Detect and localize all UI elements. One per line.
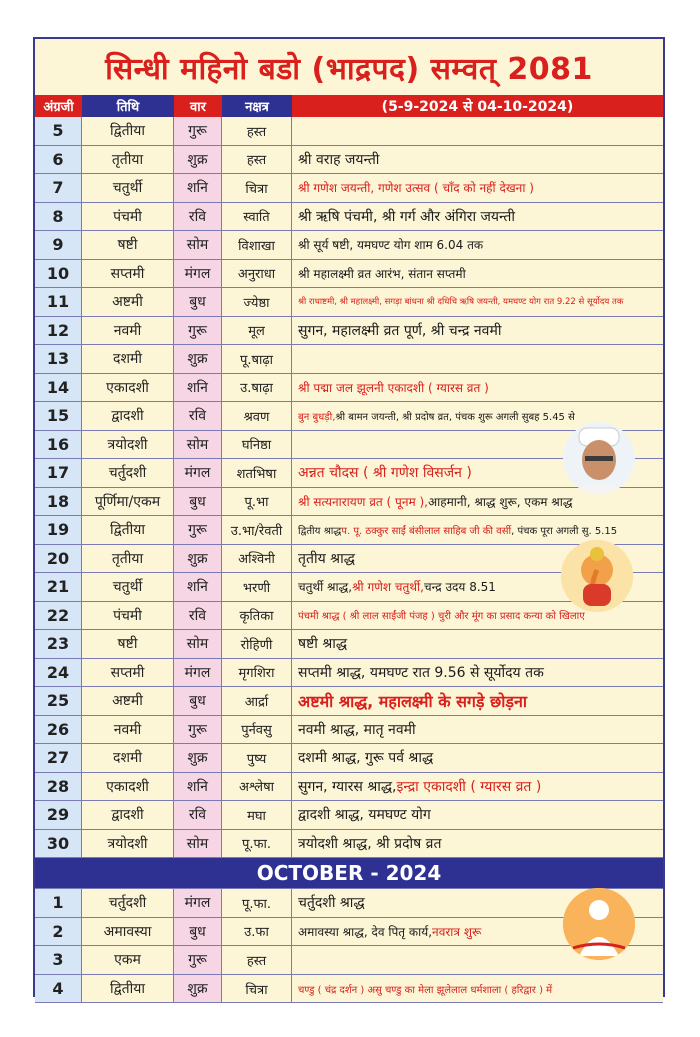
tithi-cell: द्वितीया [82, 975, 174, 1003]
event-text: श्री गणेश चतुर्थी, [352, 580, 424, 595]
var-cell: गुरू [174, 516, 222, 544]
date-cell: 23 [35, 630, 82, 658]
nakshatra-cell: श्रवण [222, 402, 292, 430]
event-cell [292, 801, 663, 829]
nakshatra-cell: हस्त [222, 117, 292, 145]
nakshatra-cell: अनुराधा [222, 260, 292, 288]
event-text: षष्टी श्राद्ध [298, 636, 348, 653]
date-cell: 17 [35, 459, 82, 487]
tithi-cell: पंचमी [82, 203, 174, 231]
tithi-cell: चर्तुदशी [82, 459, 174, 487]
table-row [35, 146, 663, 175]
table-row [35, 744, 663, 773]
var-cell: मंगल [174, 459, 222, 487]
table-row [35, 488, 663, 517]
event-text: अमावस्या श्राद्ध, देव पितृ कार्य, [298, 924, 433, 939]
event-cell [292, 203, 663, 231]
event-cell [292, 317, 663, 345]
table-row [35, 659, 663, 688]
var-cell: रवि [174, 602, 222, 630]
event-text: द्वादशी श्राद्ध, यमघण्ट योग [298, 807, 431, 824]
event-text: , पंचक पूरा अगली सु. 5.15 [511, 525, 618, 537]
event-cell [292, 773, 663, 801]
event-cell [292, 630, 663, 658]
event-cell [292, 975, 663, 1003]
nakshatra-cell: पुर्नवसु [222, 716, 292, 744]
nakshatra-cell: हस्त [222, 146, 292, 174]
table-row [35, 801, 663, 830]
event-text: सप्तमी श्राद्ध, यमघण्ट रात 9.56 से सूर्योदय तक [298, 664, 544, 681]
nakshatra-cell: मृगशिरा [222, 659, 292, 687]
nakshatra-cell: आर्द्रा [222, 687, 292, 715]
tithi-cell: त्रयोदशी [82, 830, 174, 858]
var-cell: शुक्र [174, 744, 222, 772]
table-row [35, 946, 663, 975]
table-row [35, 975, 663, 1004]
nakshatra-cell: उ.भा/रेवती [222, 516, 292, 544]
event-text: प. पू. ठक्कुर साईं बंसीलाल साहिब जी की वर्सी [341, 525, 512, 537]
event-cell [292, 744, 663, 772]
nakshatra-cell: पुष्य [222, 744, 292, 772]
date-cell: 8 [35, 203, 82, 231]
date-cell: 20 [35, 545, 82, 573]
table-row [35, 602, 663, 631]
tithi-cell: तृतीया [82, 545, 174, 573]
calendar-frame [33, 37, 665, 997]
tithi-cell: एकादशी [82, 773, 174, 801]
date-cell: 1 [35, 889, 82, 917]
event-cell [292, 231, 663, 259]
nakshatra-cell: हस्त [222, 946, 292, 974]
event-cell [292, 260, 663, 288]
tithi-cell: नवमी [82, 317, 174, 345]
date-cell: 26 [35, 716, 82, 744]
var-cell: शुक्र [174, 345, 222, 373]
var-cell: सोम [174, 830, 222, 858]
event-cell [292, 288, 663, 316]
date-cell: 18 [35, 488, 82, 516]
event-text: दशमी श्राद्ध, गुरू पर्व श्राद्ध [298, 750, 434, 767]
date-cell: 21 [35, 573, 82, 601]
date-cell: 4 [35, 975, 82, 1003]
date-cell: 28 [35, 773, 82, 801]
var-cell: सोम [174, 630, 222, 658]
table-row [35, 630, 663, 659]
date-cell: 25 [35, 687, 82, 715]
date-cell: 27 [35, 744, 82, 772]
nakshatra-cell: चित्रा [222, 975, 292, 1003]
table-row [35, 231, 663, 260]
date-cell: 15 [35, 402, 82, 430]
var-cell: गुरू [174, 117, 222, 145]
date-cell: 19 [35, 516, 82, 544]
event-cell [292, 174, 663, 202]
table-row [35, 773, 663, 802]
nakshatra-cell: पू.फा. [222, 830, 292, 858]
tithi-cell: चर्तुदशी [82, 889, 174, 917]
tithi-cell: पूर्णिमा/एकम [82, 488, 174, 516]
date-cell: 10 [35, 260, 82, 288]
header-nakshatra: नक्षत्र [222, 95, 292, 117]
tithi-cell: तृतीया [82, 146, 174, 174]
nakshatra-cell: कृतिका [222, 602, 292, 630]
date-cell: 24 [35, 659, 82, 687]
ganesha-image [561, 540, 633, 612]
event-text: चन्द्र उदय 8.51 [423, 580, 496, 595]
nakshatra-cell: स्वाति [222, 203, 292, 231]
event-text: द्वितीय श्राद्ध [298, 525, 342, 537]
event-text: चतुर्थी श्राद्ध, [298, 580, 353, 595]
var-cell: बुध [174, 288, 222, 316]
var-cell: शनि [174, 374, 222, 402]
table-row [35, 117, 663, 146]
header-date: अंग्रजी [35, 95, 82, 117]
date-cell: 6 [35, 146, 82, 174]
event-text: श्री वराह जयन्ती [298, 151, 380, 168]
event-text: श्री सत्यनारायण व्रत ( पूनम ), [298, 494, 428, 509]
saint-portrait-image [563, 422, 635, 494]
event-text: श्री सूर्य षष्टी, यमघण्ट योग शाम 6.04 तक [298, 238, 484, 253]
event-text: सुगन, ग्यारस श्राद्ध, [298, 778, 397, 795]
event-text: श्री महालक्ष्मी व्रत आरंभ, संतान सप्तमी [298, 266, 466, 281]
date-cell: 12 [35, 317, 82, 345]
header-tithi: तिथि [82, 95, 174, 117]
page-title: सिन्धी महिनो बडो (भाद्रपद) सम्वत् 2081 [105, 51, 593, 87]
nakshatra-cell: अश्विनी [222, 545, 292, 573]
event-text: बुन बुधड़ी, [298, 411, 336, 423]
event-cell [292, 687, 663, 715]
tithi-cell: सप्तमी [82, 260, 174, 288]
date-cell: 5 [35, 117, 82, 145]
var-cell: गुरू [174, 716, 222, 744]
tithi-cell: चतुर्थी [82, 573, 174, 601]
event-text: सुगन, महालक्ष्मी व्रत पूर्ण, श्री चन्द्र नवमी [298, 322, 502, 339]
event-text: श्री राधाष्टमी, श्री महालक्ष्मी, सगड़ा बांधना श्री दधिचि ऋषि जयन्ती, यमघण्ट योग रात 9.22 से सूर्योदय तक [298, 297, 624, 308]
month-band-october: OCTOBER - 2024 [35, 858, 663, 889]
event-text: श्री ऋषि पंचमी, श्री गर्ग और अंगिरा जयन्ती [298, 208, 515, 225]
event-cell [292, 659, 663, 687]
tithi-cell: एकम [82, 946, 174, 974]
var-cell: शुक्र [174, 146, 222, 174]
tithi-cell: अष्टमी [82, 288, 174, 316]
event-text: चर्तुदशी श्राद्ध [298, 895, 365, 912]
event-cell [292, 374, 663, 402]
table-row [35, 830, 663, 859]
event-cell [292, 345, 663, 373]
event-text: अष्टमी श्राद्ध, महालक्ष्मी के सगड़े छोड़ना [298, 691, 527, 711]
tithi-cell: षष्टी [82, 231, 174, 259]
table-row [35, 174, 663, 203]
date-cell: 7 [35, 174, 82, 202]
var-cell: मंगल [174, 659, 222, 687]
event-cell [292, 146, 663, 174]
var-cell: मंगल [174, 260, 222, 288]
table-row [35, 716, 663, 745]
var-cell: गुरू [174, 317, 222, 345]
nakshatra-cell: ज्येष्ठा [222, 288, 292, 316]
var-cell: रवि [174, 801, 222, 829]
event-text: पंचमी श्राद्ध ( श्री लाल साईंजी पंजह ) चुरी और मूंग का प्रसाद कन्या को खिलाए [298, 611, 585, 623]
table-row [35, 687, 663, 716]
event-cell [292, 117, 663, 145]
table-header [35, 95, 663, 117]
tithi-cell: सप्तमी [82, 659, 174, 687]
tithi-cell: द्वितीया [82, 117, 174, 145]
nakshatra-cell: मघा [222, 801, 292, 829]
var-cell: बुध [174, 918, 222, 946]
var-cell: शुक्र [174, 545, 222, 573]
var-cell: शुक्र [174, 975, 222, 1003]
table-row [35, 402, 663, 431]
date-cell: 16 [35, 431, 82, 459]
table-row [35, 288, 663, 317]
event-text: नवमी श्राद्ध, मातृ नवमी [298, 721, 416, 738]
nakshatra-cell: पू.फा. [222, 889, 292, 917]
date-cell: 11 [35, 288, 82, 316]
event-cell [292, 516, 663, 544]
var-cell: सोम [174, 231, 222, 259]
table-row [35, 260, 663, 289]
nakshatra-cell: घनिष्ठा [222, 431, 292, 459]
var-cell: सोम [174, 431, 222, 459]
nakshatra-cell: मूल [222, 317, 292, 345]
var-cell: गुरू [174, 946, 222, 974]
nakshatra-cell: पू.भा [222, 488, 292, 516]
tithi-cell: द्वादशी [82, 801, 174, 829]
var-cell: शनि [174, 573, 222, 601]
table-row [35, 374, 663, 403]
date-cell: 14 [35, 374, 82, 402]
event-text: आहमानी, श्राद्ध शुरू, एकम श्राद्ध [428, 494, 573, 509]
nakshatra-cell: विशाखा [222, 231, 292, 259]
tithi-cell: अष्टमी [82, 687, 174, 715]
nakshatra-cell: शतभिषा [222, 459, 292, 487]
tithi-cell: दशमी [82, 744, 174, 772]
event-text: चण्डु ( चंद्र दर्शन ) असु चण्डु का मेला झूलेलाल धर्मशाला ( हरिद्वार ) में [298, 984, 553, 996]
event-text: श्री गणेश जयन्ती, गणेश उत्सव ( चाँद को नहीं देखना ) [298, 181, 534, 196]
var-cell: बुध [174, 687, 222, 715]
nakshatra-cell: भरणी [222, 573, 292, 601]
date-cell: 9 [35, 231, 82, 259]
tithi-cell: एकादशी [82, 374, 174, 402]
tithi-cell: षष्टी [82, 630, 174, 658]
table-row [35, 203, 663, 232]
nakshatra-cell: पू.षाढ़ा [222, 345, 292, 373]
header-var: वार [174, 95, 222, 117]
event-text: श्री पद्मा जल झूलनी एकादशी ( ग्यारस व्रत ) [298, 380, 489, 395]
nakshatra-cell: रोहिणी [222, 630, 292, 658]
date-cell: 29 [35, 801, 82, 829]
nakshatra-cell: चित्रा [222, 174, 292, 202]
tithi-cell: त्रयोदशी [82, 431, 174, 459]
event-text: तृतीय श्राद्ध [298, 550, 355, 567]
tithi-cell: अमावस्या [82, 918, 174, 946]
date-cell: 3 [35, 946, 82, 974]
var-cell: रवि [174, 402, 222, 430]
event-text: अन्नत चौदस ( श्री गणेश विसर्जन ) [298, 465, 472, 482]
tithi-cell: पंचमी [82, 602, 174, 630]
var-cell: मंगल [174, 889, 222, 917]
var-cell: शनि [174, 773, 222, 801]
jhulelal-image [563, 888, 635, 960]
tithi-cell: द्वितीया [82, 516, 174, 544]
date-cell: 22 [35, 602, 82, 630]
event-text: नवरात्र शुरू [432, 924, 482, 939]
date-cell: 13 [35, 345, 82, 373]
tithi-cell: नवमी [82, 716, 174, 744]
header-date-range: (5-9-2024 से 04-10-2024) [292, 95, 663, 117]
event-text: श्री बामन जयन्ती, श्री प्रदोष व्रत, पंचक शुरू अगली सुबह 5.45 से [335, 411, 575, 423]
nakshatra-cell: उ.षाढ़ा [222, 374, 292, 402]
event-text: इन्द्रा एकादशी ( ग्यारस व्रत ) [396, 778, 542, 795]
date-cell: 2 [35, 918, 82, 946]
table-row [35, 516, 663, 545]
var-cell: शनि [174, 174, 222, 202]
nakshatra-cell: अश्लेषा [222, 773, 292, 801]
tithi-cell: चतुर्थी [82, 174, 174, 202]
tithi-cell: दशमी [82, 345, 174, 373]
var-cell: बुध [174, 488, 222, 516]
table-row [35, 345, 663, 374]
nakshatra-cell: उ.फा [222, 918, 292, 946]
event-cell [292, 716, 663, 744]
date-cell: 30 [35, 830, 82, 858]
var-cell: रवि [174, 203, 222, 231]
tithi-cell: द्वादशी [82, 402, 174, 430]
event-cell [292, 830, 663, 858]
table-row [35, 317, 663, 346]
event-text: त्रयोदशी श्राद्ध, श्री प्रदोष व्रत [298, 835, 442, 852]
